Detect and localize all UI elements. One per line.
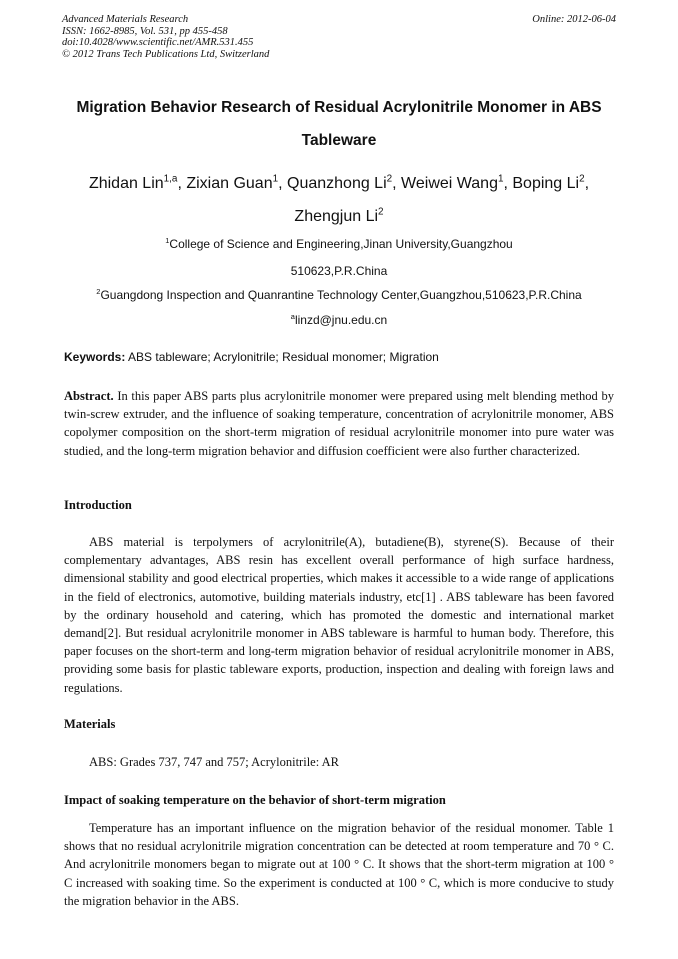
author-sep: , — [177, 175, 187, 192]
keywords-label: Keywords: — [64, 350, 126, 364]
author-sup: 1 — [497, 173, 504, 185]
author-name: Weiwei Wang — [401, 175, 498, 192]
affiliation-text: College of Science and Engineering,Jinan University,Guangzhou — [169, 237, 513, 251]
title-line-2: Tableware — [301, 132, 377, 149]
author-sup: 2 — [386, 173, 393, 185]
author-name: Zhidan Lin — [88, 175, 164, 192]
impact-text: Temperature has an important influence on the migration behavior of the residual monomer. Table 1 shows that no residual acrylonitrile migration concentration can be detected at room temperature and 70 ° C. And acrylonitrile monomers began to migrate out at 100 ° C. It shows that the short-term migration at 100 ° C increased with soaking time. So the experiment is conducted at 100 ° C, which is more conducive to study the migration behavior in the ABS. — [64, 821, 614, 908]
author-sep: , — [278, 175, 287, 192]
author-name: Quanzhong Li — [287, 175, 387, 192]
introduction-heading: Introduction — [64, 498, 132, 512]
keywords — [64, 350, 624, 364]
email-line — [40, 313, 638, 327]
materials-text: ABS: Grades 737, 747 and 757; Acrylonitrile: AR — [89, 755, 339, 769]
issn-line: ISSN: 1662-8985, Vol. 531, pp 455-458 — [62, 25, 228, 37]
introduction-text: ABS material is terpolymers of acrylonitrile(A), butadiene(B), styrene(S). Because of their complementary advantages, ABS resin has excellent overall performance of high surface hardness, dimensional stability and good electrical properties, which makes it accessible to a wide range of applications in the field of electronics, automotive, building materials industry, etc[1] . ABS tableware has been favored by the ordinary household and catering, which has promoted the domestic and international market demand[2]. But residual acrylonitrile monomer in ABS tableware is harmful to human body. Therefore, this paper focuses on the short-term and long-term migration behavior of residual acrylonitrile monomer in ABS, providing some basis for plastic tableware exports, production, inspection and dealing with foreign laws and regulations. — [64, 535, 614, 695]
author-name: Boping Li — [512, 175, 580, 192]
author-sup: 1 — [272, 173, 279, 185]
impact-heading: Impact of soaking temperature on the behavior of short-term migration — [64, 793, 446, 807]
email-address: linzd@jnu.edu.cn — [294, 313, 388, 327]
materials-heading: Materials — [64, 717, 116, 731]
journal-header — [62, 14, 616, 60]
abstract — [64, 387, 614, 460]
author-sep: , — [392, 175, 402, 192]
author-sup: 1,a — [163, 173, 178, 185]
affiliation-sup: 1 — [165, 236, 170, 245]
author-line-2 — [60, 200, 618, 233]
author-list — [60, 167, 618, 233]
author-sup: 2 — [579, 173, 585, 185]
journal-name: Advanced Materials Research — [62, 14, 189, 25]
paper-title — [60, 91, 618, 157]
email-sup: a — [290, 312, 295, 321]
online-date: Online: 2012-06-04 — [532, 14, 616, 25]
author-sep: , — [503, 175, 513, 192]
keywords-text: ABS tableware; Acrylonitrile; Residual monomer; Migration — [125, 350, 439, 364]
abstract-text: In this paper ABS parts plus acrylonitrile monomer were prepared using melt blending method by twin-screw extruder, and the influence of soaking temperature, concentration of acrylonitrile monomer, ABS copolymer composition on the short-term migration of residual acrylonitrile monomer into pure water was studied, and the long-term migration behavior and diffusion coefficient were also further characterized. — [64, 389, 614, 458]
affiliation-1-line-2: 510623,P.R.China — [290, 264, 388, 278]
affiliation-1-line-1 — [40, 237, 638, 251]
author-name: Zixian Guan — [186, 175, 273, 192]
author-line-1 — [60, 167, 618, 200]
abstract-label: Abstract. — [64, 389, 114, 403]
author-sup: 2 — [378, 206, 384, 218]
affiliation-2 — [40, 288, 638, 302]
doi-line: doi:10.4028/www.scientific.net/AMR.531.455 — [62, 37, 254, 48]
affiliation-text: Guangdong Inspection and Quanrantine Technology Center,Guangzhou,510623,P.R.China — [100, 288, 582, 302]
copyright-line: © 2012 Trans Tech Publications Ltd, Switzerland — [62, 48, 270, 60]
author-sep: , — [584, 175, 590, 192]
author-name: Zhengjun Li — [294, 208, 379, 225]
affiliation-sup: 2 — [96, 287, 101, 296]
title-line-1: Migration Behavior Research of Residual Acrylonitrile Monomer in ABS — [76, 99, 602, 116]
